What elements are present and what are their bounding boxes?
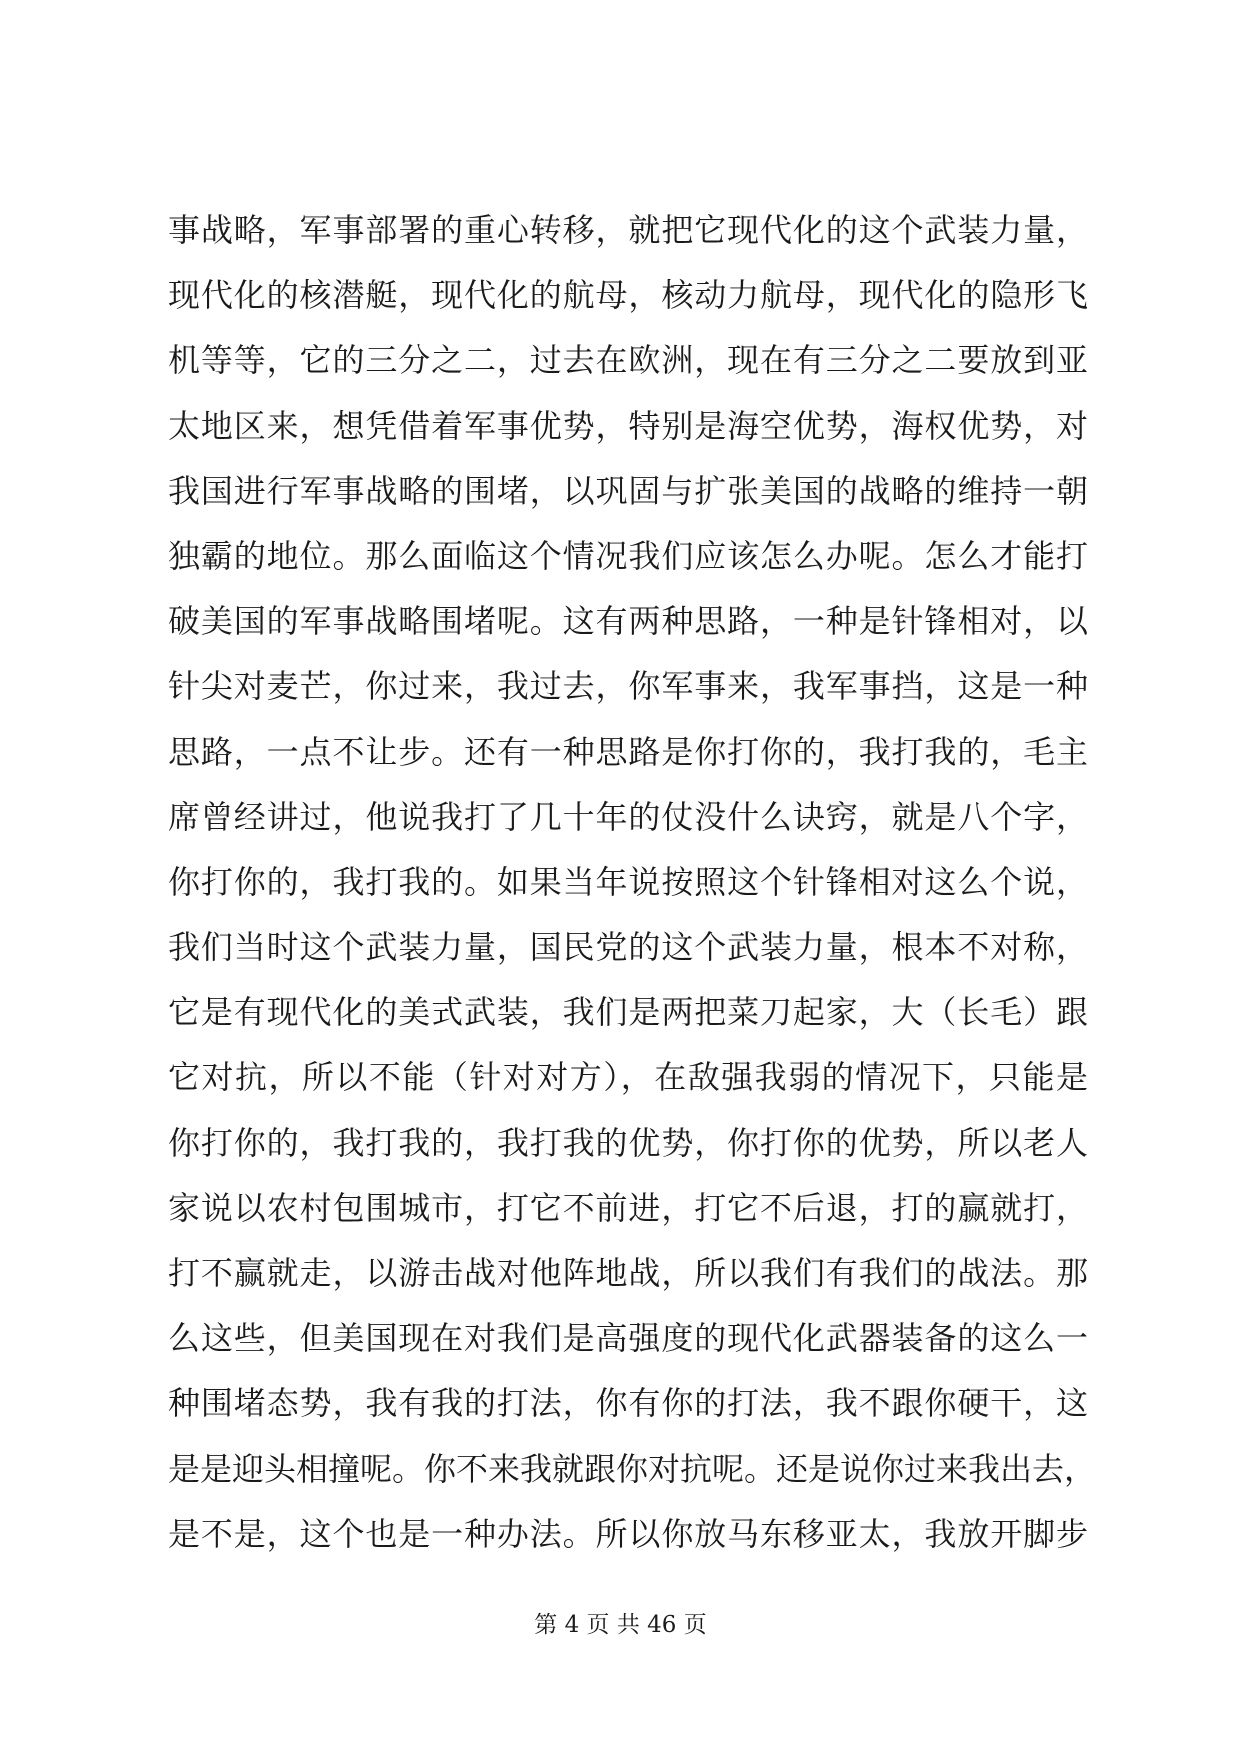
page-number-footer: 第 4 页 共 46 页 bbox=[534, 1612, 707, 1638]
text-line: 我国进行军事战略的围堵，以巩固与扩张美国的战略的维持一朝 bbox=[168, 471, 1088, 510]
text-line: 我们当时这个武装力量，国民党的这个武装力量，根本不对称， bbox=[168, 928, 1088, 967]
text-line: 独霸的地位。那么面临这个情况我们应该怎么办呢。怎么才能打 bbox=[168, 536, 1088, 575]
text-line: 是是迎头相撞呢。你不来我就跟你对抗呢。还是说你过来我出去， bbox=[168, 1449, 1097, 1488]
text-line: 席曾经讲过，他说我打了几十年的仗没什么诀窍，就是八个字， bbox=[168, 797, 1088, 836]
text-line: 打不赢就走，以游击战对他阵地战，所以我们有我们的战法。那 bbox=[168, 1254, 1088, 1292]
text-line: 家说以农村包围城市，打它不前进，打它不后退，打的赢就打， bbox=[168, 1188, 1088, 1227]
text-line: 是不是，这个也是一种办法。所以你放马东移亚太，我放开脚步 bbox=[168, 1514, 1088, 1553]
text-line: 么这些，但美国现在对我们是高强度的现代化武器装备的这么一 bbox=[168, 1319, 1088, 1358]
text-line: 你打你的，我打我的，我打我的优势，你打你的优势，所以老人 bbox=[168, 1123, 1088, 1162]
text-line: 破美国的军事战略围堵呢。这有两种思路，一种是针锋相对，以 bbox=[168, 602, 1088, 641]
text-line: 机等等，它的三分之二，过去在欧洲，现在有三分之二要放到亚 bbox=[168, 341, 1088, 380]
text-line: 它是有现代化的美式武装，我们是两把菜刀起家，大（长毛）跟 bbox=[168, 993, 1088, 1032]
text-line: 太地区来，想凭借着军事优势，特别是海空优势，海权优势，对 bbox=[168, 406, 1088, 445]
text-line: 针尖对麦芒，你过来，我过去，你军事来，我军事挡，这是一种 bbox=[168, 667, 1088, 706]
text-line: 思路，一点不让步。还有一种思路是你打你的，我打我的，毛主 bbox=[168, 732, 1088, 771]
text-line: 种围堵态势，我有我的打法，你有你的打法，我不跟你硬干，这 bbox=[168, 1384, 1088, 1423]
text-line: 你打你的，我打我的。如果当年说按照这个针锋相对这么个说， bbox=[168, 862, 1088, 901]
text-line: 事战略，军事部署的重心转移，就把它现代化的这个武装力量， bbox=[168, 211, 1088, 249]
text-line: 现代化的核潜艇，现代化的航母，核动力航母，现代化的隐形飞 bbox=[168, 276, 1088, 315]
text-line: 它对抗，所以不能（针对对方），在敌强我弱的情况下，只能是 bbox=[168, 1058, 1088, 1097]
body-text bbox=[168, 198, 1097, 1567]
